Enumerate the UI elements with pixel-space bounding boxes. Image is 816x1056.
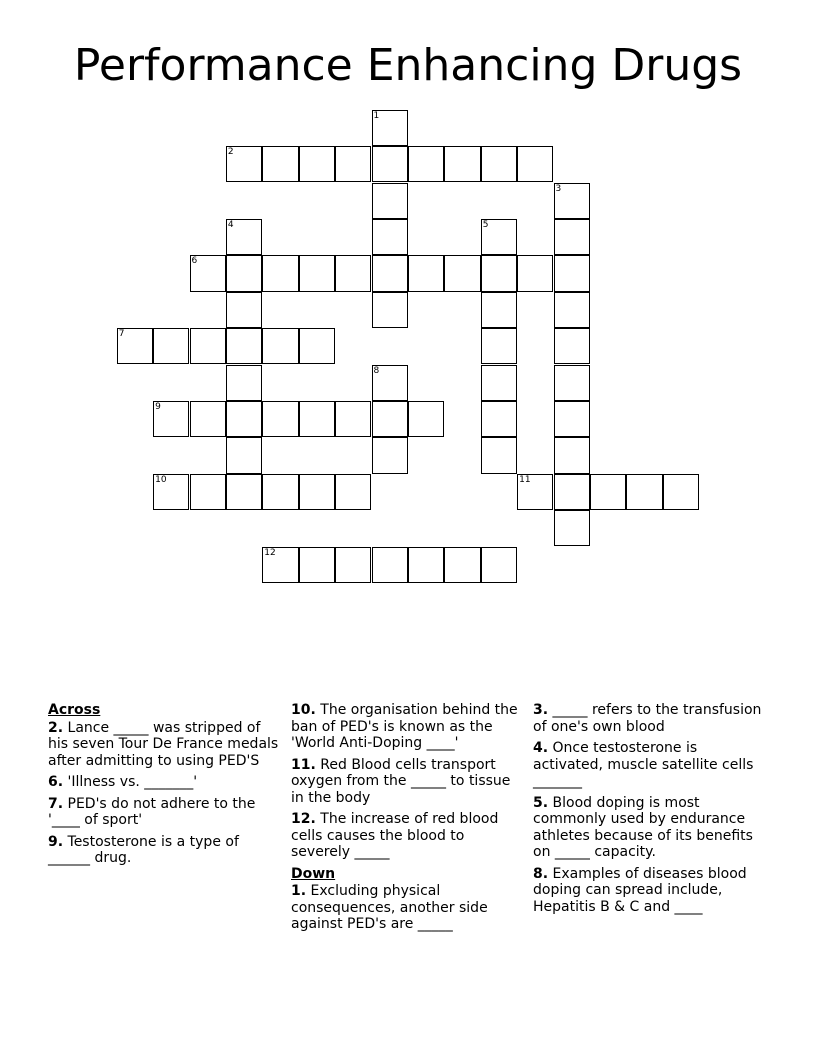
grid-cell[interactable]	[554, 292, 590, 328]
grid-cell[interactable]	[372, 183, 408, 219]
grid-cell[interactable]	[299, 328, 335, 364]
grid-cell[interactable]	[372, 437, 408, 473]
grid-cell[interactable]	[481, 401, 517, 437]
page-title: Performance Enhancing Drugs	[73, 40, 743, 91]
grid-cell[interactable]	[262, 328, 298, 364]
grid-cell[interactable]	[372, 146, 408, 182]
clue-across-9: 9. Testosterone is a type of ______ drug.	[48, 833, 239, 866]
grid-cell[interactable]	[554, 365, 590, 401]
grid-cell[interactable]	[481, 328, 517, 364]
clue-number: 8	[373, 365, 380, 376]
grid-cell[interactable]	[335, 474, 371, 510]
grid-cell[interactable]	[117, 328, 153, 364]
grid-cell[interactable]	[226, 255, 262, 291]
grid-cell[interactable]	[408, 255, 444, 291]
grid-cell[interactable]	[408, 547, 444, 583]
grid-cell[interactable]	[481, 547, 517, 583]
grid-cell[interactable]	[481, 146, 517, 182]
grid-cell[interactable]	[554, 437, 590, 473]
grid-cell[interactable]	[372, 401, 408, 437]
clue-number: 3	[555, 183, 562, 194]
clue-across-11: 11. Red Blood cells transport oxygen from the _____ to tissue in the body	[291, 756, 511, 806]
grid-cell[interactable]	[481, 437, 517, 473]
grid-cell[interactable]	[226, 437, 262, 473]
grid-cell[interactable]	[554, 474, 590, 510]
grid-cell[interactable]	[335, 146, 371, 182]
grid-cell[interactable]	[372, 292, 408, 328]
clue-number: 10	[155, 474, 167, 485]
clue-down-1: 1. Excluding physical consequences, another side against PED's are _____	[291, 883, 488, 932]
clue-across-10: 10. The organisation behind the ban of PED's is known as the 'World Anti-Doping ____'	[291, 702, 518, 751]
grid-cell[interactable]	[444, 146, 480, 182]
grid-cell[interactable]	[554, 510, 590, 546]
clue-down-3: 3. _____ refers to the transfusion of one's own blood	[533, 702, 762, 735]
grid-cell[interactable]	[262, 474, 298, 510]
clue-across-7: 7. PED's do not adhere to the '____ of sport'	[48, 795, 256, 828]
grid-cell[interactable]	[262, 401, 298, 437]
grid-cell[interactable]	[481, 292, 517, 328]
grid-cell[interactable]	[299, 146, 335, 182]
grid-cell[interactable]	[190, 255, 226, 291]
grid-cell[interactable]	[226, 401, 262, 437]
clue-number: 1	[373, 110, 380, 121]
grid-cell[interactable]	[517, 255, 553, 291]
grid-cell[interactable]	[517, 474, 553, 510]
grid-cell[interactable]	[372, 547, 408, 583]
clue-number: 2	[227, 147, 234, 158]
grid-cell[interactable]	[517, 146, 553, 182]
clue-across-2: 2. Lance _____ was stripped of his seven Tour De France medals after admitting to using PED'S	[48, 719, 279, 769]
grid-cell[interactable]	[335, 401, 371, 437]
grid-cell[interactable]	[190, 328, 226, 364]
clue-across-12: 12. The increase of red blood cells causes the blood to severely _____	[291, 811, 499, 860]
grid-cell[interactable]	[481, 219, 517, 255]
grid-cell[interactable]	[590, 474, 626, 510]
clues-column-2	[291, 702, 519, 938]
clue-down-8: 8. Examples of diseases blood doping can spread include, Hepatitis B & C and ____	[533, 865, 747, 915]
grid-cell[interactable]	[444, 255, 480, 291]
clue-number: 11	[519, 474, 531, 485]
grid-cell[interactable]	[481, 365, 517, 401]
grid-cell[interactable]	[626, 474, 662, 510]
grid-cell[interactable]	[190, 401, 226, 437]
grid-cell[interactable]	[554, 401, 590, 437]
down-heading: Down	[291, 865, 336, 882]
clue-number: 5	[482, 219, 489, 230]
clue-across-6: 6. 'Illness vs. _______'	[48, 774, 198, 790]
grid-cell[interactable]	[153, 474, 189, 510]
clues-column-1	[48, 702, 280, 872]
clue-down-4: 4. Once testosterone is activated, muscle satellite cells _______	[533, 740, 754, 789]
grid-cell[interactable]	[262, 146, 298, 182]
grid-cell[interactable]	[226, 292, 262, 328]
grid-cell[interactable]	[372, 365, 408, 401]
grid-cell[interactable]	[335, 547, 371, 583]
grid-cell[interactable]	[372, 219, 408, 255]
clue-number: 7	[118, 329, 125, 340]
grid-cell[interactable]	[481, 255, 517, 291]
grid-cell[interactable]	[554, 183, 590, 219]
grid-cell[interactable]	[444, 547, 480, 583]
grid-cell[interactable]	[335, 255, 371, 291]
grid-cell[interactable]	[190, 474, 226, 510]
grid-cell[interactable]	[153, 328, 189, 364]
grid-cell[interactable]	[554, 328, 590, 364]
grid-cell[interactable]	[153, 401, 189, 437]
across-heading: Across	[48, 702, 101, 718]
grid-cell[interactable]	[554, 219, 590, 255]
clue-number: 12	[264, 547, 276, 558]
clue-down-5: 5. Blood doping is most commonly used by endurance athletes because of its benefits on _____ capacity.	[533, 794, 753, 860]
clues-column-3	[533, 702, 765, 920]
clue-number: 6	[191, 256, 198, 267]
grid-cell[interactable]	[299, 547, 335, 583]
grid-cell[interactable]	[663, 474, 699, 510]
grid-cell[interactable]	[226, 365, 262, 401]
grid-cell[interactable]	[299, 474, 335, 510]
grid-cell[interactable]	[262, 547, 298, 583]
grid-cell[interactable]	[408, 146, 444, 182]
grid-cell[interactable]	[408, 401, 444, 437]
grid-cell[interactable]	[372, 255, 408, 291]
grid-cell[interactable]	[299, 255, 335, 291]
clue-number: 4	[227, 219, 234, 230]
grid-cell[interactable]	[299, 401, 335, 437]
grid-cell[interactable]	[372, 110, 408, 146]
clue-number: 9	[155, 401, 161, 412]
grid-cell[interactable]	[554, 255, 590, 291]
grid-cell[interactable]	[226, 328, 262, 364]
grid-cell[interactable]	[262, 255, 298, 291]
grid-cell[interactable]	[226, 474, 262, 510]
grid-cell[interactable]	[226, 219, 262, 255]
grid-cell[interactable]	[226, 146, 262, 182]
